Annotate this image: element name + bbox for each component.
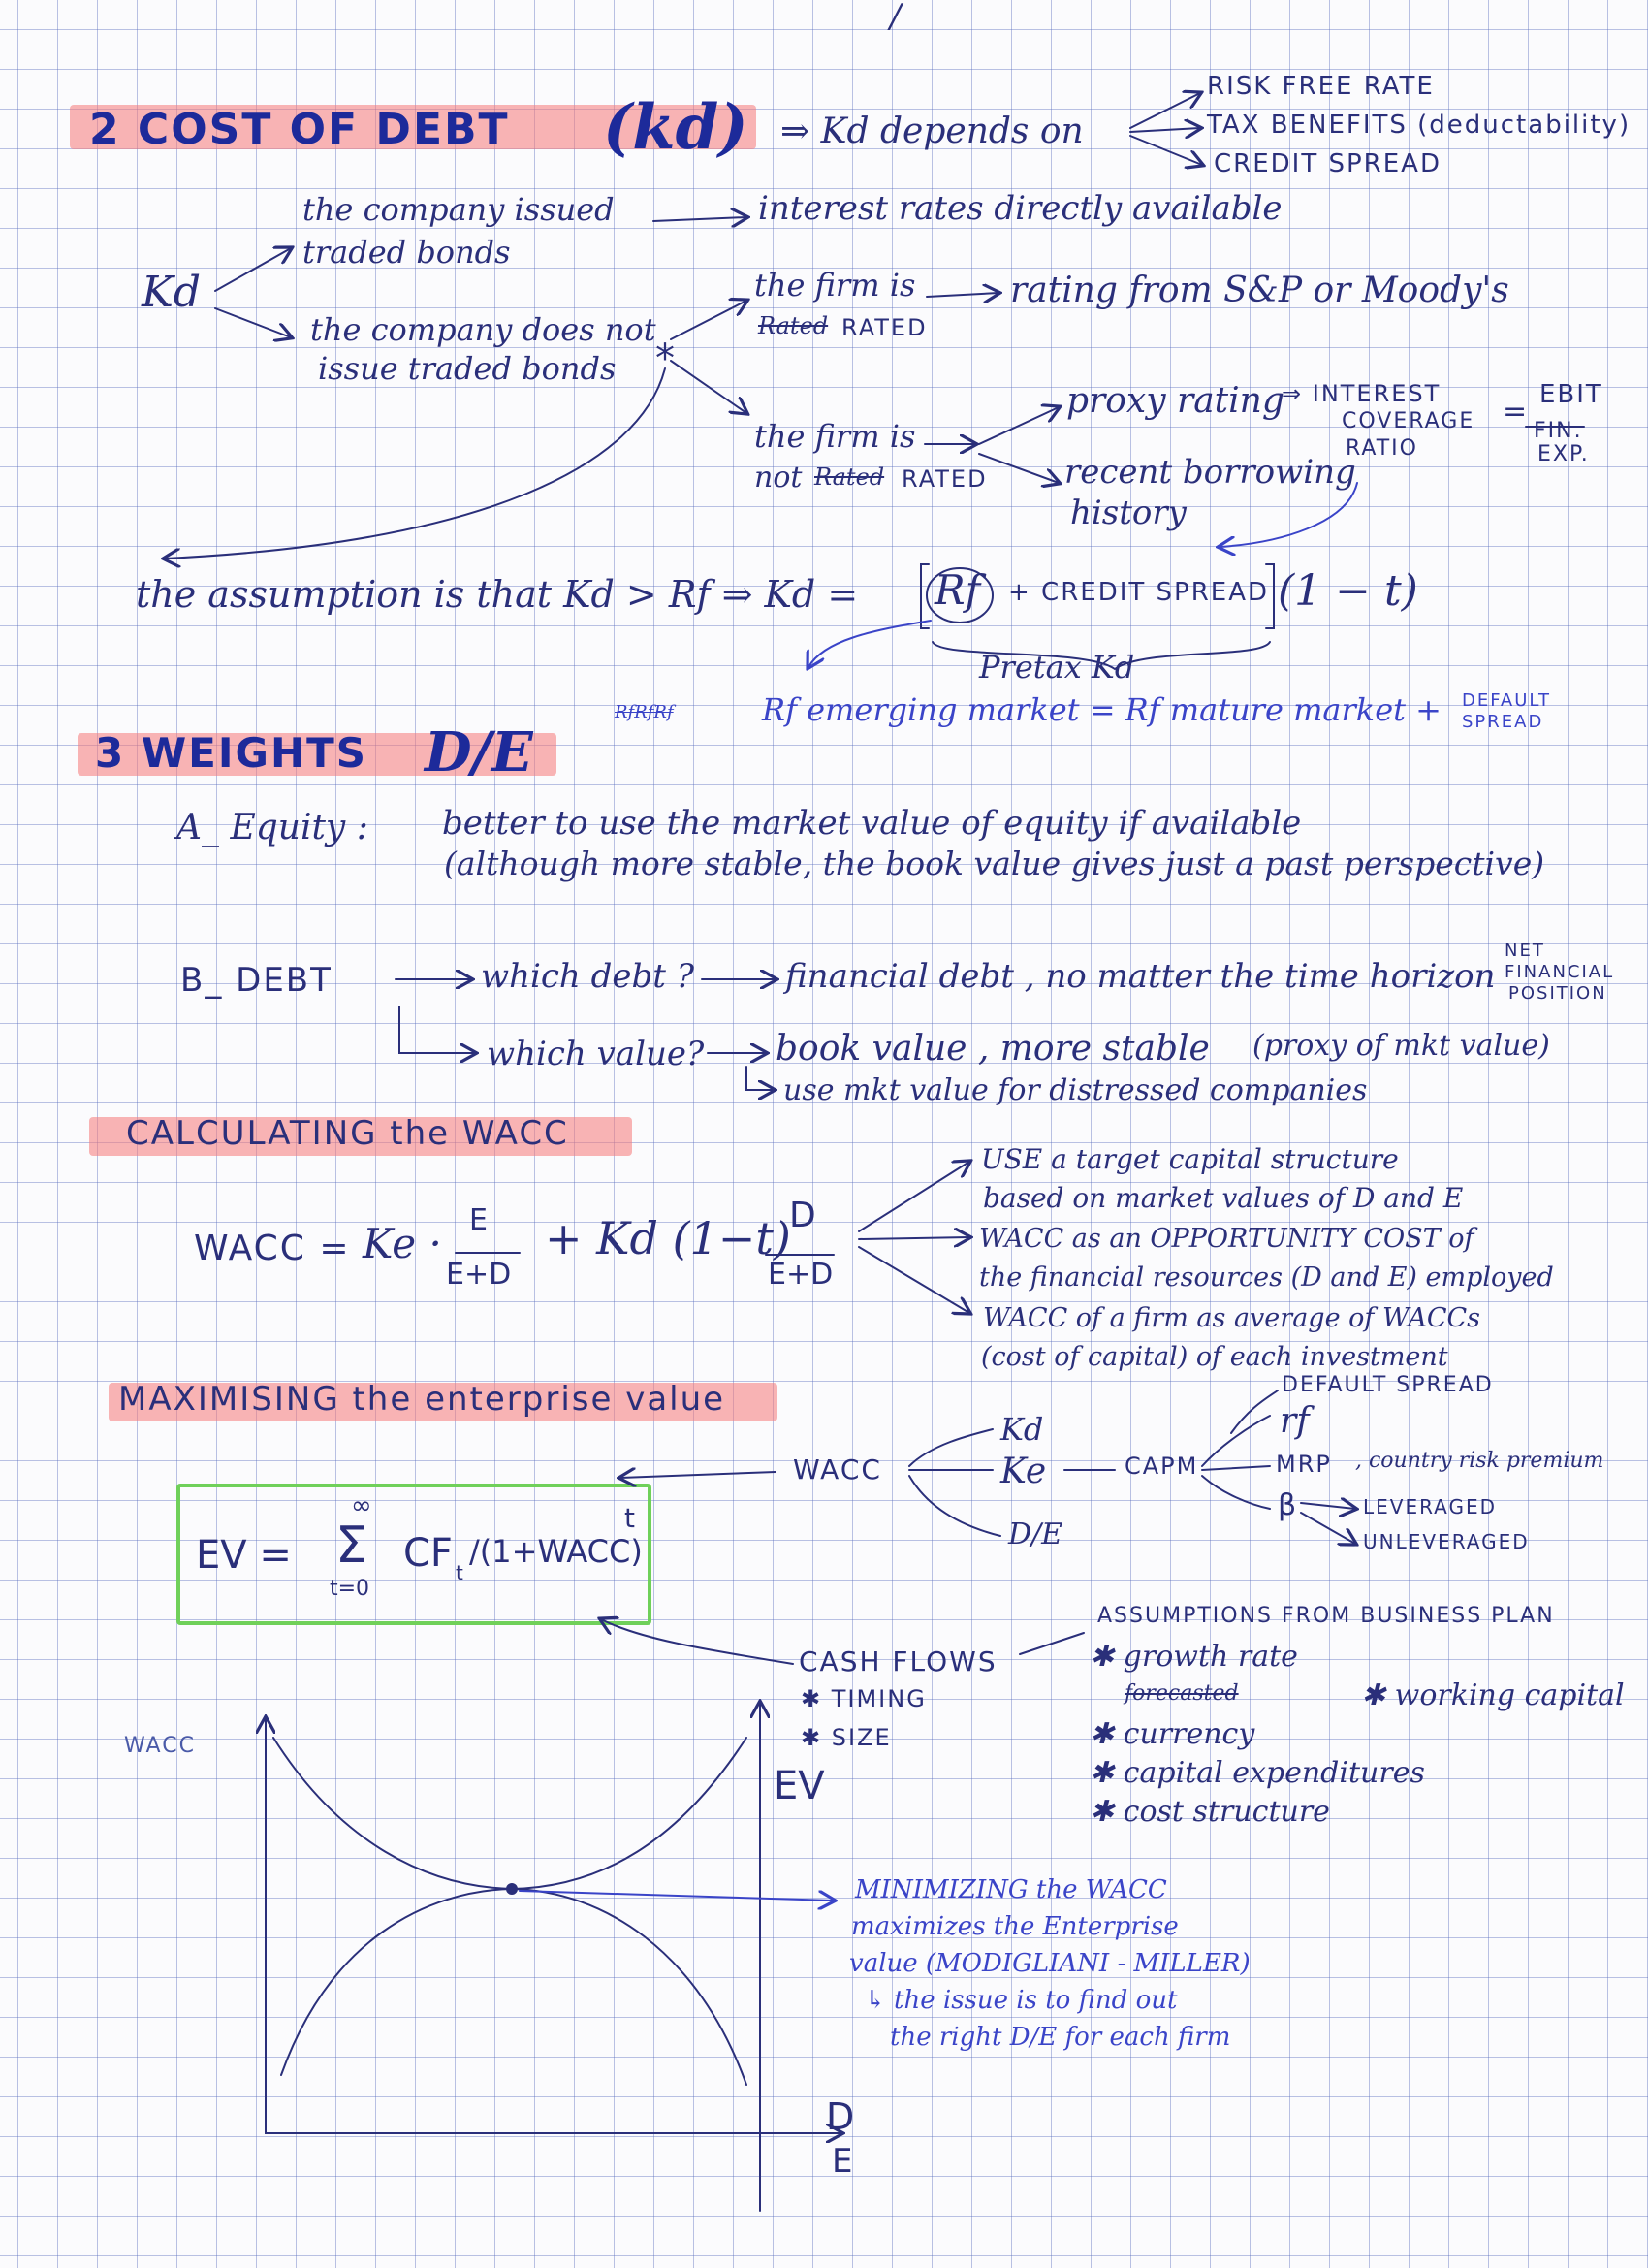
factor-tax: TAX BENEFITS (deductability) [1207,111,1632,140]
wacc-note-2: based on market values of D and E [983,1182,1464,1214]
section2-title: 2 COST OF DEBT [89,105,510,154]
icr-line1: ⇒ INTEREST [1282,380,1442,407]
wacc-branch-de [909,1476,1000,1536]
star-marker: * [655,336,675,381]
factor-risk-free: RISK FREE RATE [1207,72,1435,101]
icr-line2: COVERAGE [1342,409,1475,433]
graph-note-5: the right D/E for each firm [890,2023,1231,2052]
ev-rf: rf [1280,1401,1310,1441]
levered: LEVERAGED [1363,1495,1498,1518]
distressed-companies: use mkt value for distressed companies [783,1073,1368,1107]
notrated-struck: Rated [814,463,885,491]
assumption-cost-structure: ✱ cost structure [1090,1795,1330,1829]
arrow-rating [927,293,998,297]
wacc-note-6: (cost of capital) of each investment [981,1342,1448,1372]
default-spread-line2: SPREAD [1462,712,1544,732]
mrp: MRP [1276,1451,1332,1478]
arrow-note-average [859,1247,969,1313]
graph-note-3: value (MODIGLIANI - MILLER) [849,1949,1251,1978]
nfp-line1: NET [1505,941,1545,961]
arrow-risk-free [1130,93,1200,128]
arrow-icr-to-recent [1220,483,1357,547]
wacc-note-1: USE a target capital structure [981,1143,1399,1175]
wacc-formula-e: E [469,1203,488,1237]
issued-line2: traded bonds [302,234,511,271]
nfp-line3: POSITION [1508,983,1607,1004]
ev-ke: Ke [1000,1452,1047,1491]
arrow-credit [1130,136,1202,165]
arrow-interest [653,217,746,221]
cash-flows: CASH FLOWS [799,1645,998,1677]
arrow-to-notrated [671,361,746,413]
factor-credit-spread: CREDIT SPREAD [1214,149,1442,178]
wacc-curve [273,1738,746,1889]
wacc-formula-ke: Ke · [363,1220,442,1267]
proxy-mkt-value: (proxy of mkt value) [1252,1029,1550,1063]
ev-kd: Kd [1000,1411,1044,1448]
ev-curve [281,1889,746,2085]
icr-equals: = [1503,395,1528,429]
arrow-note-opportunity [859,1237,969,1239]
emerging-struck: RfRfRf [615,702,674,722]
tax-term: (1 − t) [1278,566,1418,616]
graph-note-2: maximizes the Enterprise [851,1912,1179,1941]
emerging-market-eq: Rf emerging market = Rf mature market + [762,691,1442,728]
debt-label: B_ DEBT [180,961,333,1000]
which-debt: which debt ? [481,957,694,996]
bracket-right [1266,564,1274,628]
financial-debt: financial debt , no matter the time horizon [785,957,1496,996]
nfp-line2: FINANCIAL [1505,962,1615,982]
cf-size: ✱ SIZE [801,1724,892,1751]
pretax-brace [933,642,1270,669]
graph-x-label-d: D [826,2095,855,2138]
arrow-which-value [399,1006,475,1053]
assumption-growth: ✱ growth rate [1090,1640,1298,1674]
kd-big-label: (kd) [603,91,748,164]
assumption-working-capital-text: ✱ working capital [1361,1678,1625,1712]
graph-note-1: MINIMIZING the WACC [855,1875,1167,1904]
rf-circle [927,568,993,623]
ev-sup: t [624,1502,635,1534]
which-value: which value? [487,1035,705,1073]
arrow-wacc-to-formula [620,1472,776,1478]
ev-wacc: WACC [793,1453,882,1485]
wacc-formula-kd-term: + Kd (1−t) [545,1212,791,1264]
ev-cf: CF [403,1531,453,1576]
arrow-tax [1130,128,1200,132]
interest-rates: interest rates directly available [758,189,1283,228]
assumption-capex: ✱ capital expenditures [1090,1756,1425,1790]
arrow-recent [979,454,1059,483]
arrow-to-rated [671,301,746,339]
rated-line2: RATED [841,314,928,341]
arrow-proxy [979,407,1059,444]
wacc-branch-kd [909,1429,993,1466]
equity-text1: better to use the market value of equity if available [442,804,1302,843]
cf-to-assumptions [1020,1633,1084,1654]
kd-depends: ⇒ Kd depends on [780,112,1084,151]
wacc-title: CALCULATING the WACC [126,1114,569,1153]
capm-rf [1202,1416,1270,1466]
equity-text2: (although more stable, the book value gives just a past perspective) [444,845,1545,882]
finexp-line2: EXP. [1537,442,1590,466]
book-value: book value , more stable [776,1029,1210,1069]
weights-de: D/E [425,720,533,784]
unlevered: UNLEVERAGED [1363,1530,1530,1553]
recent-borrowing-line2: history [1070,494,1187,532]
wacc-note-4: the financial resources (D and E) employed [979,1262,1554,1293]
ev-t0: t=0 [330,1577,370,1601]
graph-wacc-label: WACC [124,1734,196,1758]
ev-inf: ∞ [351,1491,372,1520]
arrow-graph-note [520,1891,834,1901]
rated-line1: the firm is [754,267,916,303]
arrow-distressed [746,1067,774,1090]
ev-default-spread: DEFAULT SPREAD [1282,1373,1494,1397]
default-spread-line1: DEFAULT [1462,690,1551,711]
credit-spread-term: + CREDIT SPREAD [1008,578,1270,607]
assumption-currency: ✱ currency [1090,1717,1255,1751]
ev-div: /(1+WACC) [469,1533,643,1570]
arrow-not-issued [215,308,291,337]
capm-mrp [1202,1466,1270,1470]
graph-note-4: ↳ the issue is to find out [865,1986,1178,2015]
kd-root: Kd [142,268,202,317]
notrated-rated: RATED [902,465,988,493]
equity-label: A_ Equity : [176,808,368,847]
graph-x-label-e: E [832,2142,853,2181]
pretax-kd: Pretax Kd [979,649,1135,686]
not-issued-line1: the company does not [310,311,656,348]
arrow-issued [215,248,291,291]
recent-borrowing-line1: recent borrowing [1064,453,1356,492]
wacc-formula-epd: E+D [446,1258,512,1292]
arrow-note-target [859,1162,969,1231]
rf-circled: Rf [935,566,981,614]
assumptions-title: ASSUMPTIONS FROM BUSINESS PLAN [1097,1604,1555,1628]
wacc-note-3: WACC as an OPPORTUNITY COST of [979,1224,1474,1254]
rated-struck: Rated [758,312,829,339]
ev-sigma: Σ [335,1517,367,1575]
capm-beta [1202,1476,1270,1509]
ev-de: D/E [1008,1517,1063,1551]
assumption-text: the assumption is that Kd > Rf ⇒ Kd = [136,573,859,616]
beta: β [1278,1488,1297,1522]
issued-line1: the company issued [302,191,615,228]
graph-ev-label: EV [774,1764,825,1808]
beta-unlevered [1301,1513,1355,1544]
wacc-formula-lhs: WACC = [194,1229,351,1268]
rating-source: rating from S&P or Moody's [1010,271,1509,310]
section3-title: 3 WEIGHTS [95,729,368,777]
beta-levered [1301,1503,1355,1509]
ev-title: MAXIMISING the enterprise value [118,1380,726,1419]
ebit: EBIT [1539,380,1603,409]
cf-timing: ✱ TIMING [801,1685,927,1712]
capm: CAPM [1125,1453,1199,1480]
assumption-struck: forecasted [1125,1681,1239,1706]
country-risk-premium: , country risk premium [1355,1449,1604,1473]
wacc-formula-d: D [789,1196,816,1235]
arrow-cf-to-formula [601,1619,793,1664]
optimum-point [507,1884,517,1894]
icr-line3: RATIO [1346,436,1418,461]
ev-lhs: EV = [196,1533,292,1578]
ev-cf-sub: t [456,1561,463,1584]
capm-default [1231,1390,1278,1433]
wacc-note-5: WACC of a firm as average of WACCs [983,1303,1481,1333]
top-pen-mark: / [890,0,902,36]
arrow-star-assumption [165,368,665,559]
not-issued-line2: issue traded bonds [318,350,617,387]
wacc-formula-epd2: E+D [768,1258,834,1292]
finexp-line1: FIN. [1534,419,1583,443]
arrow-rf-emerging [808,621,931,667]
notrated-not: not [754,461,803,495]
notrated-line1: the firm is [754,418,916,455]
proxy-rating: proxy rating [1066,381,1284,421]
